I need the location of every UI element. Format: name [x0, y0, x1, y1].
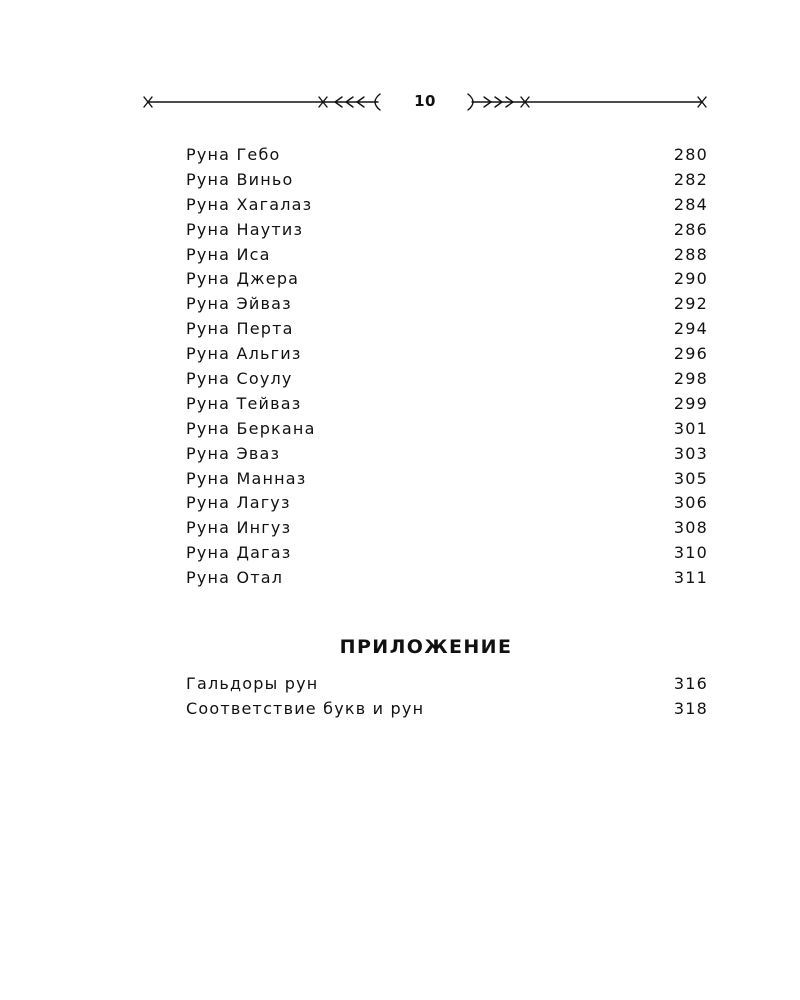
toc-entry [186, 245, 708, 270]
toc-entry [186, 543, 708, 568]
toc-entry [186, 493, 708, 518]
toc-entry [186, 269, 708, 294]
toc-entry-title: Руна Хагалаз [186, 194, 313, 214]
toc-entry-title: Руна Ингуз [186, 518, 292, 538]
toc-entry [186, 568, 708, 593]
toc-entry-page: 298 [673, 369, 708, 389]
toc-entry-page: 284 [673, 194, 708, 214]
toc-entry-title: Руна Соулу [186, 369, 293, 389]
toc-entry [186, 699, 708, 724]
toc-entry-page: 299 [673, 393, 708, 413]
toc-entry [186, 195, 708, 220]
toc-entry-title: Руна Дагаз [186, 543, 292, 563]
toc-entry-page: 286 [673, 219, 708, 239]
toc-entry-title: Руна Джера [186, 269, 300, 289]
toc-entry [186, 674, 708, 699]
toc-entry-page: 305 [673, 468, 708, 488]
toc-entry [186, 145, 708, 170]
toc-entry [186, 369, 708, 394]
toc-entry-page: 310 [673, 543, 708, 563]
toc-entry [186, 294, 708, 319]
appendix-heading: ПРИЛОЖЕНИЕ [339, 636, 513, 658]
toc-entry [186, 518, 708, 543]
toc-entry-page: 318 [673, 698, 708, 718]
toc-entry-title: Руна Альгиз [186, 344, 302, 364]
table-of-contents [186, 145, 708, 593]
toc-entry-page: 306 [673, 493, 708, 513]
toc-entry-page: 280 [673, 145, 708, 164]
toc-entry-page: 294 [673, 319, 708, 339]
appendix-contents [186, 674, 708, 724]
toc-entry-page: 316 [673, 674, 708, 693]
toc-entry-title: Руна Иса [186, 244, 271, 264]
toc-entry-title: Руна Виньо [186, 169, 294, 189]
toc-entry-title: Руна Тейваз [186, 393, 302, 413]
toc-entry-title: Руна Эваз [186, 443, 281, 463]
toc-entry [186, 394, 708, 419]
toc-entry-page: 296 [673, 344, 708, 364]
toc-entry-page: 290 [673, 269, 708, 289]
toc-entry-title: Руна Отал [186, 568, 284, 588]
toc-entry-title: Руна Перта [186, 319, 294, 339]
page-number: 10 [414, 92, 436, 110]
toc-entry [186, 419, 708, 444]
toc-entry [186, 220, 708, 245]
toc-entry [186, 319, 708, 344]
toc-entry-page: 301 [673, 418, 708, 438]
page-header-ornament [142, 88, 708, 116]
toc-entry [186, 444, 708, 469]
toc-entry-page: 311 [673, 568, 708, 588]
toc-entry-page: 282 [673, 169, 708, 189]
toc-entry-page: 308 [673, 518, 708, 538]
toc-entry-title: Руна Наутиз [186, 219, 304, 239]
toc-entry-title: Руна Лагуз [186, 493, 291, 513]
toc-entry-title: Гальдоры рун [186, 674, 319, 693]
toc-entry-page: 288 [673, 244, 708, 264]
toc-entry-page: 303 [673, 443, 708, 463]
toc-entry-title: Соответствие букв и рун [186, 698, 425, 718]
toc-entry-title: Руна Гебо [186, 145, 281, 164]
toc-entry-title: Руна Беркана [186, 418, 316, 438]
toc-entry-title: Руна Эйваз [186, 294, 292, 314]
toc-entry-page: 292 [673, 294, 708, 314]
toc-entry [186, 344, 708, 369]
toc-entry [186, 469, 708, 494]
toc-entry-title: Руна Манназ [186, 468, 307, 488]
toc-entry [186, 170, 708, 195]
